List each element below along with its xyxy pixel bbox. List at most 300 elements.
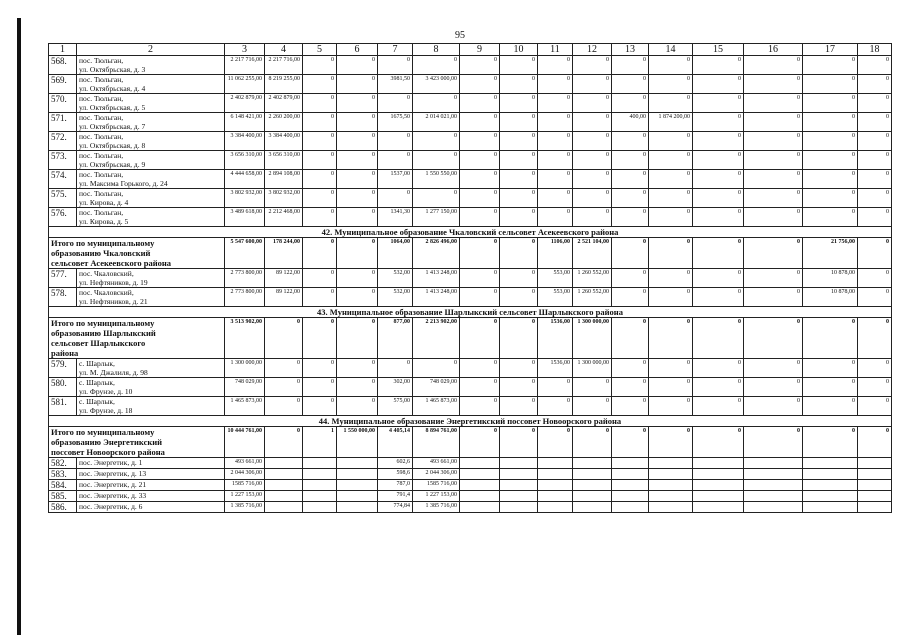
address-line: пос. Энергетик, д. 6: [79, 502, 143, 511]
address-line: пос. Тюльган,: [79, 75, 124, 84]
address-line: пос. Тюльган,: [79, 94, 124, 103]
row-index: 578.: [49, 288, 77, 307]
value-cell: 0: [612, 288, 649, 307]
value-cell: 1 300 000,00: [573, 318, 612, 359]
value-cell: [303, 480, 337, 491]
address-line: с. Шарлык,: [79, 378, 115, 387]
total-label-line: поссовет Новоорского района: [51, 447, 165, 457]
value-cell: 748 029,00: [413, 378, 460, 397]
total-label-line: Итого по муниципальному: [51, 238, 155, 248]
value-cell: 0: [803, 75, 858, 94]
row-index: 586.: [49, 502, 77, 513]
value-cell: 0: [858, 288, 892, 307]
address-line: ул. Нефтяников, д. 21: [79, 297, 148, 306]
value-cell: 0: [538, 378, 573, 397]
value-cell: 10 878,00: [803, 288, 858, 307]
value-cell: 553,00: [538, 269, 573, 288]
address-line: пос. Тюльган,: [79, 151, 124, 160]
value-cell: [693, 469, 744, 480]
value-cell: 0: [858, 113, 892, 132]
address-line: ул. Октябрьская, д. 5: [79, 103, 146, 112]
value-cell: [337, 480, 378, 491]
row-index: 571.: [49, 113, 77, 132]
address-line: ул. М. Джалиля, д. 98: [79, 368, 148, 377]
value-cell: 0: [303, 378, 337, 397]
register-table: [48, 43, 892, 513]
value-cell: 0: [500, 288, 538, 307]
value-cell: 3 384 400,00: [265, 132, 303, 151]
address-line: ул. Октябрьская, д. 8: [79, 141, 146, 150]
value-cell: [460, 469, 500, 480]
value-cell: 493 661,00: [413, 458, 460, 469]
value-cell: 0: [413, 151, 460, 170]
value-cell: [538, 458, 573, 469]
value-cell: 0: [378, 189, 413, 208]
value-cell: 0: [744, 132, 803, 151]
address-cell: [77, 359, 225, 378]
value-cell: 0: [649, 132, 693, 151]
value-cell: [573, 502, 612, 513]
value-cell: 0: [500, 359, 538, 378]
address-line: пос. Чкаловский,: [79, 288, 134, 297]
value-cell: 0: [573, 189, 612, 208]
column-number: 6: [337, 44, 378, 56]
value-cell: 1537,00: [378, 170, 413, 189]
value-cell: 0: [538, 208, 573, 227]
value-cell: 1 465 873,00: [225, 397, 265, 416]
value-cell: 2 213 902,00: [413, 318, 460, 359]
value-cell: 2 217 716,00: [265, 56, 303, 75]
address-line: пос. Энергетик, д. 13: [79, 469, 147, 478]
address-cell: [77, 378, 225, 397]
value-cell: 1 227 153,00: [225, 491, 265, 502]
value-cell: 0: [337, 318, 378, 359]
value-cell: 0: [303, 318, 337, 359]
address-cell: [77, 151, 225, 170]
value-cell: 0: [803, 94, 858, 113]
address-line: пос. Тюльган,: [79, 208, 124, 217]
value-cell: [803, 502, 858, 513]
column-number: 18: [858, 44, 892, 56]
value-cell: 0: [693, 427, 744, 458]
value-cell: 0: [573, 151, 612, 170]
value-cell: [649, 491, 693, 502]
value-cell: 0: [303, 94, 337, 113]
value-cell: 0: [303, 113, 337, 132]
value-cell: [803, 458, 858, 469]
value-cell: 2 773 800,00: [225, 269, 265, 288]
table-row: [49, 94, 892, 113]
address-line: пос. Тюльган,: [79, 170, 124, 179]
value-cell: 0: [612, 378, 649, 397]
address-line: ул. Октябрьская, д. 7: [79, 122, 146, 131]
column-number: 9: [460, 44, 500, 56]
value-cell: 8 219 255,00: [265, 75, 303, 94]
value-cell: [303, 502, 337, 513]
value-cell: [744, 480, 803, 491]
binding-edge: [17, 18, 21, 635]
value-cell: 0: [803, 56, 858, 75]
value-cell: 791,4: [378, 491, 413, 502]
value-cell: 0: [573, 208, 612, 227]
value-cell: 3 656 310,00: [265, 151, 303, 170]
address-line: пос. Чкаловский,: [79, 269, 134, 278]
total-label: [49, 427, 225, 458]
value-cell: 0: [460, 359, 500, 378]
total-label-line: образованию Шарлыкский: [51, 328, 156, 338]
value-cell: 0: [413, 189, 460, 208]
value-cell: 0: [460, 427, 500, 458]
value-cell: 0: [803, 189, 858, 208]
address-line: ул. Кирова, д. 5: [79, 217, 129, 226]
address-cell: [77, 269, 225, 288]
value-cell: 0: [303, 269, 337, 288]
section-title: 42. Муниципальное образование Чкаловский сельсовет Асекеевского района: [49, 227, 892, 238]
value-cell: 0: [803, 378, 858, 397]
row-index: 584.: [49, 480, 77, 491]
total-label-line: района: [51, 348, 79, 358]
value-cell: 1 874 200,00: [649, 113, 693, 132]
table-row: [49, 469, 892, 480]
value-cell: 0: [460, 208, 500, 227]
value-cell: 0: [693, 113, 744, 132]
value-cell: 0: [573, 94, 612, 113]
value-cell: 0: [337, 359, 378, 378]
value-cell: 0: [413, 359, 460, 378]
value-cell: 575,00: [378, 397, 413, 416]
value-cell: 787,0: [378, 480, 413, 491]
value-cell: 0: [303, 238, 337, 269]
row-index: 574.: [49, 170, 77, 189]
value-cell: 0: [612, 170, 649, 189]
column-number: 10: [500, 44, 538, 56]
value-cell: 0: [337, 288, 378, 307]
value-cell: 0: [858, 397, 892, 416]
value-cell: 2 014 021,00: [413, 113, 460, 132]
value-cell: [500, 502, 538, 513]
total-row: [49, 427, 892, 458]
column-number: 8: [413, 44, 460, 56]
value-cell: 0: [858, 238, 892, 269]
value-cell: 1 300 000,00: [573, 359, 612, 378]
value-cell: 1 550 000,00: [337, 427, 378, 458]
value-cell: 178 244,00: [265, 238, 303, 269]
value-cell: 8 894 761,00: [413, 427, 460, 458]
value-cell: [337, 491, 378, 502]
value-cell: 774,84: [378, 502, 413, 513]
section-heading: [49, 227, 892, 238]
value-cell: 1106,00: [538, 238, 573, 269]
value-cell: 0: [378, 94, 413, 113]
value-cell: 3 384 400,00: [225, 132, 265, 151]
value-cell: 0: [413, 56, 460, 75]
value-cell: 0: [649, 318, 693, 359]
row-index: 583.: [49, 469, 77, 480]
value-cell: 0: [649, 94, 693, 113]
table-row: [49, 397, 892, 416]
value-cell: [803, 491, 858, 502]
value-cell: 0: [538, 113, 573, 132]
table-row: [49, 359, 892, 378]
value-cell: 5 547 600,00: [225, 238, 265, 269]
value-cell: [538, 469, 573, 480]
value-cell: 0: [337, 397, 378, 416]
value-cell: 2 217 716,00: [225, 56, 265, 75]
section-heading: [49, 416, 892, 427]
address-cell: [77, 170, 225, 189]
value-cell: 0: [744, 189, 803, 208]
value-cell: [265, 491, 303, 502]
value-cell: 0: [500, 318, 538, 359]
total-label-line: Итого по муниципальному: [51, 427, 155, 437]
value-cell: [612, 458, 649, 469]
value-cell: [265, 502, 303, 513]
value-cell: 0: [858, 189, 892, 208]
value-cell: 0: [649, 238, 693, 269]
value-cell: 602,6: [378, 458, 413, 469]
value-cell: 0: [573, 113, 612, 132]
value-cell: 0: [612, 151, 649, 170]
row-index: 581.: [49, 397, 77, 416]
address-line: ул. Нефтяников, д. 19: [79, 278, 148, 287]
value-cell: 0: [500, 75, 538, 94]
value-cell: 0: [337, 56, 378, 75]
value-cell: 1 300 000,00: [225, 359, 265, 378]
value-cell: 0: [573, 170, 612, 189]
value-cell: 0: [693, 288, 744, 307]
value-cell: 0: [538, 94, 573, 113]
value-cell: 0: [337, 94, 378, 113]
value-cell: 0: [803, 113, 858, 132]
value-cell: 748 029,00: [225, 378, 265, 397]
address-cell: [77, 56, 225, 75]
value-cell: 0: [649, 427, 693, 458]
column-number: 4: [265, 44, 303, 56]
value-cell: 0: [744, 238, 803, 269]
address-cell: [77, 458, 225, 469]
value-cell: 0: [337, 269, 378, 288]
column-number: 16: [744, 44, 803, 56]
value-cell: 1 413 248,00: [413, 269, 460, 288]
column-number: 2: [77, 44, 225, 56]
row-index: 579.: [49, 359, 77, 378]
value-cell: [693, 458, 744, 469]
value-cell: 0: [744, 288, 803, 307]
value-cell: [693, 491, 744, 502]
value-cell: 0: [573, 56, 612, 75]
value-cell: 0: [303, 189, 337, 208]
address-cell: [77, 75, 225, 94]
value-cell: 3 489 618,00: [225, 208, 265, 227]
value-cell: 89 122,00: [265, 288, 303, 307]
value-cell: 0: [460, 238, 500, 269]
value-cell: 0: [500, 208, 538, 227]
value-cell: 0: [693, 94, 744, 113]
value-cell: [649, 502, 693, 513]
value-cell: 0: [803, 132, 858, 151]
value-cell: 0: [538, 427, 573, 458]
value-cell: 553,00: [538, 288, 573, 307]
value-cell: [500, 480, 538, 491]
value-cell: [858, 458, 892, 469]
value-cell: 0: [649, 75, 693, 94]
address-line: пос. Тюльган,: [79, 189, 124, 198]
address-cell: [77, 113, 225, 132]
row-index: 575.: [49, 189, 77, 208]
value-cell: 0: [460, 151, 500, 170]
value-cell: 10 878,00: [803, 269, 858, 288]
value-cell: [858, 469, 892, 480]
value-cell: 1 260 552,00: [573, 288, 612, 307]
table-row: [49, 269, 892, 288]
value-cell: 0: [573, 75, 612, 94]
value-cell: 0: [538, 132, 573, 151]
value-cell: 0: [303, 288, 337, 307]
table-row: [49, 288, 892, 307]
value-cell: 0: [303, 359, 337, 378]
value-cell: [649, 480, 693, 491]
value-cell: 0: [573, 378, 612, 397]
value-cell: 0: [858, 94, 892, 113]
value-cell: 0: [649, 170, 693, 189]
value-cell: 1 385 716,00: [413, 502, 460, 513]
value-cell: [500, 491, 538, 502]
value-cell: 0: [693, 75, 744, 94]
column-number: 3: [225, 44, 265, 56]
value-cell: 0: [693, 359, 744, 378]
value-cell: 2 773 800,00: [225, 288, 265, 307]
value-cell: 0: [858, 75, 892, 94]
value-cell: 0: [460, 56, 500, 75]
row-index: 573.: [49, 151, 77, 170]
total-label-line: образованию Чкаловский: [51, 248, 151, 258]
value-cell: 0: [693, 208, 744, 227]
value-cell: 2 521 104,00: [573, 238, 612, 269]
value-cell: 0: [693, 238, 744, 269]
value-cell: 0: [500, 132, 538, 151]
value-cell: 0: [460, 318, 500, 359]
value-cell: 0: [612, 359, 649, 378]
value-cell: 0: [460, 288, 500, 307]
value-cell: 0: [500, 94, 538, 113]
value-cell: 0: [803, 359, 858, 378]
value-cell: [649, 458, 693, 469]
value-cell: 0: [693, 189, 744, 208]
value-cell: 0: [858, 318, 892, 359]
value-cell: 877,00: [378, 318, 413, 359]
address-line: ул. Октябрьская, д. 9: [79, 160, 146, 169]
value-cell: 0: [337, 75, 378, 94]
value-cell: 0: [378, 151, 413, 170]
total-label-line: сельсовет Асекеевского района: [51, 258, 171, 268]
value-cell: [337, 469, 378, 480]
value-cell: 2 044 306,00: [413, 469, 460, 480]
value-cell: 0: [538, 397, 573, 416]
value-cell: 302,00: [378, 378, 413, 397]
address-line: ул. Октябрьская, д. 4: [79, 84, 146, 93]
value-cell: 493 661,00: [225, 458, 265, 469]
value-cell: [460, 458, 500, 469]
address-cell: [77, 480, 225, 491]
value-cell: 0: [693, 56, 744, 75]
address-line: пос. Тюльган,: [79, 56, 124, 65]
value-cell: 0: [744, 75, 803, 94]
value-cell: 0: [500, 378, 538, 397]
value-cell: 0: [649, 359, 693, 378]
value-cell: 0: [612, 132, 649, 151]
section-heading: [49, 307, 892, 318]
column-number: 7: [378, 44, 413, 56]
value-cell: 0: [744, 151, 803, 170]
value-cell: [612, 469, 649, 480]
table-row: [49, 151, 892, 170]
value-cell: 0: [500, 269, 538, 288]
value-cell: 0: [858, 359, 892, 378]
total-label-line: сельсовет Шарлыкского: [51, 338, 146, 348]
value-cell: 0: [303, 170, 337, 189]
address-cell: [77, 491, 225, 502]
value-cell: 1 227 153,00: [413, 491, 460, 502]
value-cell: 1 260 552,00: [573, 269, 612, 288]
column-number: 1: [49, 44, 77, 56]
value-cell: 0: [265, 397, 303, 416]
value-cell: [803, 480, 858, 491]
value-cell: 0: [612, 56, 649, 75]
value-cell: 0: [378, 56, 413, 75]
value-cell: [693, 480, 744, 491]
value-cell: 0: [612, 189, 649, 208]
value-cell: [858, 480, 892, 491]
value-cell: 0: [337, 132, 378, 151]
total-label-line: образованию Энергетикский: [51, 437, 163, 447]
value-cell: 0: [612, 397, 649, 416]
value-cell: 0: [803, 208, 858, 227]
value-cell: 0: [649, 189, 693, 208]
value-cell: 0: [744, 94, 803, 113]
value-cell: 0: [649, 288, 693, 307]
value-cell: [500, 469, 538, 480]
section-title: 44. Муниципальное образование Энергетикский поссовет Новоорского района: [49, 416, 892, 427]
value-cell: 2 402 879,00: [265, 94, 303, 113]
table-row: [49, 75, 892, 94]
column-number: 5: [303, 44, 337, 56]
value-cell: 0: [500, 397, 538, 416]
address-line: с. Шарлык,: [79, 359, 115, 368]
address-cell: [77, 397, 225, 416]
value-cell: 0: [744, 359, 803, 378]
value-cell: 0: [413, 132, 460, 151]
value-cell: [649, 469, 693, 480]
value-cell: [303, 469, 337, 480]
value-cell: 0: [612, 75, 649, 94]
value-cell: 0: [337, 151, 378, 170]
value-cell: 1341,30: [378, 208, 413, 227]
value-cell: 0: [303, 151, 337, 170]
value-cell: [573, 469, 612, 480]
value-cell: 0: [803, 427, 858, 458]
value-cell: 1 550 550,00: [413, 170, 460, 189]
value-cell: 0: [858, 56, 892, 75]
table-row: [49, 170, 892, 189]
value-cell: 2 402 879,00: [225, 94, 265, 113]
value-cell: 10 444 761,00: [225, 427, 265, 458]
address-line: пос. Энергетик, д. 33: [79, 491, 147, 500]
value-cell: 0: [460, 378, 500, 397]
value-cell: 0: [858, 378, 892, 397]
address-line: пос. Тюльган,: [79, 113, 124, 122]
value-cell: 6 148 421,00: [225, 113, 265, 132]
value-cell: 0: [858, 132, 892, 151]
